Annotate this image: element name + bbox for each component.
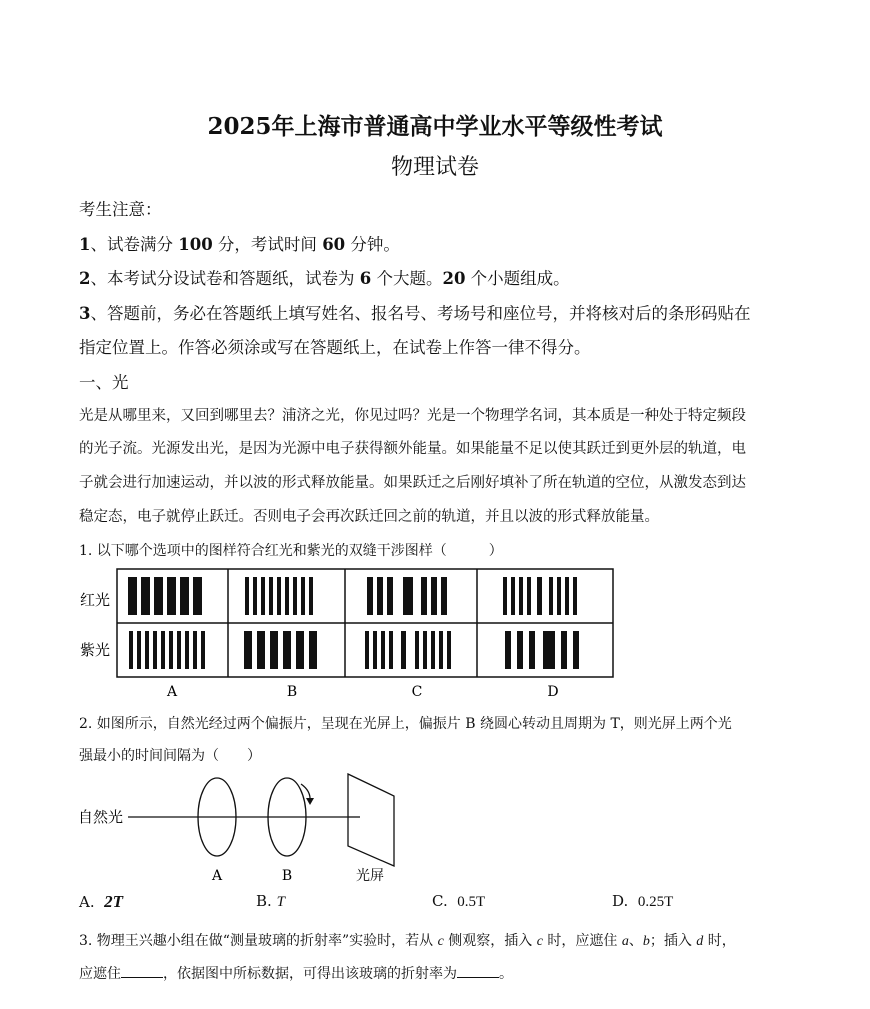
notice-item-1-score: 100 <box>178 235 213 254</box>
fringe-bar-d-red-3 <box>527 577 531 615</box>
fringe-bar-a-violet-4 <box>161 631 165 669</box>
notice-item-3-line1: 答题前，务必在答题纸上填写姓名、报名号、考场号和座位号，并将核对后的条形码贴在 <box>106 304 751 323</box>
exam-title-year: 2025 <box>207 113 272 140</box>
fringe-bar-a-red-3 <box>167 577 176 615</box>
q3-line-1-a: 3. 物理王兴趣小组在做“测量玻璃的折射率”实验时，若从 <box>79 933 434 949</box>
q2-choice-a[interactable] <box>79 892 123 912</box>
fringe-bar-c-red-4 <box>421 577 427 615</box>
notice-item-1-text-b: 分，考试时间 <box>212 235 323 254</box>
fringe-bar-a-violet-1 <box>137 631 141 669</box>
fringe-bar-a-violet-8 <box>193 631 197 669</box>
notice-item-1-sep: 、 <box>90 235 107 254</box>
q1-option-b: B <box>286 684 298 700</box>
q3-var-c2: c <box>536 934 543 949</box>
notice-item-3-number: 3 <box>79 304 91 323</box>
fringe-bar-c-violet-3 <box>389 631 393 669</box>
q2-rotation-arrowhead <box>306 798 314 805</box>
q2-choice-b[interactable] <box>256 892 285 911</box>
fringe-bar-d-red-8 <box>573 577 577 615</box>
q2-screen-label: 光屏 <box>356 868 384 884</box>
notice-item-2 <box>79 265 570 289</box>
fringe-bar-d-red-1 <box>511 577 515 615</box>
q1-row-label-violet: 紫光 <box>80 641 111 659</box>
q2-choice-d[interactable] <box>612 892 673 911</box>
fringe-bar-d-red-7 <box>565 577 569 615</box>
notice-item-1-number: 1 <box>79 235 91 254</box>
q2-choice-d-letter: D. <box>612 892 629 910</box>
exam-subtitle: 物理试卷 <box>390 155 479 180</box>
notice-item-3 <box>79 300 750 324</box>
fringe-bar-a-red-5 <box>193 577 202 615</box>
exam-title-rest: 年上海市普通高中学业水平等级性考试 <box>271 113 663 140</box>
fringe-bar-b-red-1 <box>253 577 257 615</box>
notice-item-2-sep: 、 <box>90 269 107 288</box>
fringe-bar-c-violet-4 <box>401 631 406 669</box>
fringe-bar-b-red-3 <box>269 577 273 615</box>
q3-sep: 、 <box>628 933 643 949</box>
fringe-bar-c-red-5 <box>431 577 437 615</box>
fringe-bar-b-violet-2 <box>270 631 278 669</box>
fringe-bar-b-violet-0 <box>244 631 252 669</box>
fringe-bar-a-red-4 <box>180 577 189 615</box>
notice-item-2-number: 2 <box>79 269 91 288</box>
fringe-bar-d-red-0 <box>503 577 507 615</box>
fringe-bar-b-red-8 <box>309 577 313 615</box>
fringe-bar-d-red-2 <box>519 577 523 615</box>
notice-item-1 <box>79 231 400 255</box>
fringe-bar-d-violet-2 <box>529 631 535 669</box>
q1-interference-figure <box>70 562 630 704</box>
q3-blank-2[interactable] <box>457 963 499 978</box>
q2-choice-c-value: 0.5T <box>457 894 486 910</box>
q1-row-label-red: 红光 <box>80 591 111 609</box>
fringe-bar-c-red-0 <box>367 577 373 615</box>
fringe-bar-c-red-3 <box>403 577 413 615</box>
fringe-bar-a-violet-7 <box>185 631 189 669</box>
fringe-bar-a-red-1 <box>141 577 150 615</box>
fringe-bar-b-red-4 <box>277 577 281 615</box>
q2-polarizer-b-label: B <box>281 868 293 884</box>
q3-line-1-d: ；插入 <box>649 933 692 949</box>
q3-line-1-c: 时，应遮住 <box>547 933 618 949</box>
fringe-bar-a-violet-5 <box>169 631 173 669</box>
notice-item-2-sections: 6 <box>359 269 372 288</box>
q3-line-1 <box>79 930 736 950</box>
fringe-bar-b-violet-1 <box>257 631 265 669</box>
fringe-bar-d-violet-0 <box>505 631 511 669</box>
section-heading: 一、光 <box>79 373 129 392</box>
fringe-bar-a-violet-0 <box>129 631 133 669</box>
q2-screen <box>348 774 394 866</box>
fringe-bar-c-red-6 <box>441 577 447 615</box>
fringe-bar-a-red-0 <box>128 577 137 615</box>
fringe-bar-c-violet-7 <box>431 631 435 669</box>
q2-choice-c-letter: C. <box>432 892 448 910</box>
q2-natural-light-label: 自然光 <box>78 808 124 826</box>
q2-line-2: 强最小的时间间隔为（ ） <box>79 748 261 764</box>
q3-var-c: c <box>437 934 444 949</box>
q3-line-2 <box>79 963 513 983</box>
fringe-bar-d-red-6 <box>557 577 561 615</box>
notice-item-2-questions: 20 <box>442 269 466 288</box>
notice-item-3-line2: 指定位置上。作答必须涂或写在答题纸上，在试卷上作答一律不得分。 <box>79 338 591 357</box>
fringe-bar-c-violet-6 <box>423 631 427 669</box>
notice-heading: 考生注意： <box>79 200 162 219</box>
q2-choice-b-letter: B. <box>256 892 272 910</box>
fringe-bar-d-red-4 <box>537 577 542 615</box>
fringe-bar-c-violet-5 <box>415 631 419 669</box>
fringe-bar-d-violet-5 <box>573 631 579 669</box>
fringe-bar-b-red-7 <box>301 577 305 615</box>
q3-line-1-b: 侧观察，插入 <box>448 933 533 949</box>
fringe-bar-b-red-2 <box>261 577 265 615</box>
fringe-bar-c-red-1 <box>377 577 383 615</box>
q3-blank-1[interactable] <box>121 963 163 978</box>
q2-choice-a-value: 2T <box>104 892 124 911</box>
q3-line-2-c: 。 <box>499 966 513 982</box>
notice-item-1-time: 60 <box>322 235 346 254</box>
fringe-bar-b-violet-4 <box>296 631 304 669</box>
fringe-bar-c-violet-0 <box>365 631 369 669</box>
q2-choice-b-value: T <box>276 894 285 910</box>
q3-var-b: b <box>642 934 650 949</box>
notice-item-1-text-c: 分钟。 <box>345 235 400 254</box>
q1-option-c: C <box>411 684 423 700</box>
fringe-bar-a-violet-2 <box>145 631 149 669</box>
passage-line-4: 稳定态，电子就停止跃迁。否则电子会再次跃迁回之前的轨道，并且以波的形式释放能量。 <box>79 509 659 525</box>
q2-line-1: 2. 如图所示，自然光经过两个偏振片，呈现在光屏上，偏振片 B 绕圆心转动且周期为 T，则光屏上两个光 <box>79 716 732 732</box>
fringe-bar-b-violet-3 <box>283 631 291 669</box>
q3-line-2-a: 应遮住 <box>79 966 121 982</box>
fringe-bar-d-red-5 <box>549 577 553 615</box>
fringe-bar-b-red-6 <box>293 577 297 615</box>
q3-line-2-b: ，依据图中所标数据，可得出该玻璃的折射率为 <box>163 966 457 982</box>
q2-polarizer-figure <box>70 764 430 888</box>
passage-line-2: 的光子流。光源发出光，是因为光源中电子获得额外能量。如果能量不足以使其跃迁到更外层的轨道，电 <box>79 441 746 457</box>
fringe-bar-c-violet-2 <box>381 631 385 669</box>
fringe-bar-c-violet-1 <box>373 631 377 669</box>
passage-line-3: 子就会进行加速运动，并以波的形式释放能量。如果跃迁之后刚好填补了所在轨道的空位，从激发态到达 <box>79 475 746 491</box>
passage-line-1: 光是从哪里来，又回到哪里去？浦济之光，你见过吗？光是一个物理学名词，其本质是一种处于特定频段 <box>79 408 746 424</box>
fringe-bar-c-violet-8 <box>439 631 443 669</box>
fringe-bar-d-violet-1 <box>517 631 523 669</box>
fringe-bar-b-red-0 <box>245 577 249 615</box>
notice-item-2-text-b: 个大题。 <box>371 269 443 288</box>
q2-choice-d-value: 0.25T <box>637 894 674 910</box>
fringe-bar-b-violet-5 <box>309 631 317 669</box>
fringe-bar-a-violet-9 <box>201 631 205 669</box>
q3-var-d: d <box>696 934 704 949</box>
fringe-bar-d-violet-4 <box>561 631 567 669</box>
fringe-bar-a-violet-3 <box>153 631 157 669</box>
exam-title <box>0 108 870 141</box>
q1-text: 1. 以下哪个选项中的图样符合红光和紫光的双缝干涉图样（ ） <box>79 543 503 559</box>
notice-item-3-sep: 、 <box>90 304 107 323</box>
fringe-bar-c-red-2 <box>387 577 393 615</box>
q2-choice-c[interactable] <box>432 892 485 911</box>
fringe-bar-d-violet-3 <box>543 631 555 669</box>
q2-choice-a-letter: A. <box>79 893 95 911</box>
q1-option-a: A <box>166 684 178 700</box>
fringe-bar-a-red-2 <box>154 577 163 615</box>
fringe-bar-b-red-5 <box>285 577 289 615</box>
q3-line-1-e: 时， <box>707 933 736 949</box>
q1-option-d: D <box>547 684 559 700</box>
notice-item-2-text-a: 本考试分设试卷和答题纸，试卷为 <box>106 269 360 288</box>
q2-polarizer-a-label: A <box>211 868 223 884</box>
fringe-bar-a-violet-6 <box>177 631 181 669</box>
notice-item-2-text-c: 个小题组成。 <box>465 269 570 288</box>
q3-var-a: a <box>621 934 629 949</box>
fringe-bar-c-violet-9 <box>447 631 451 669</box>
notice-item-1-text-a: 试卷满分 <box>106 235 179 254</box>
